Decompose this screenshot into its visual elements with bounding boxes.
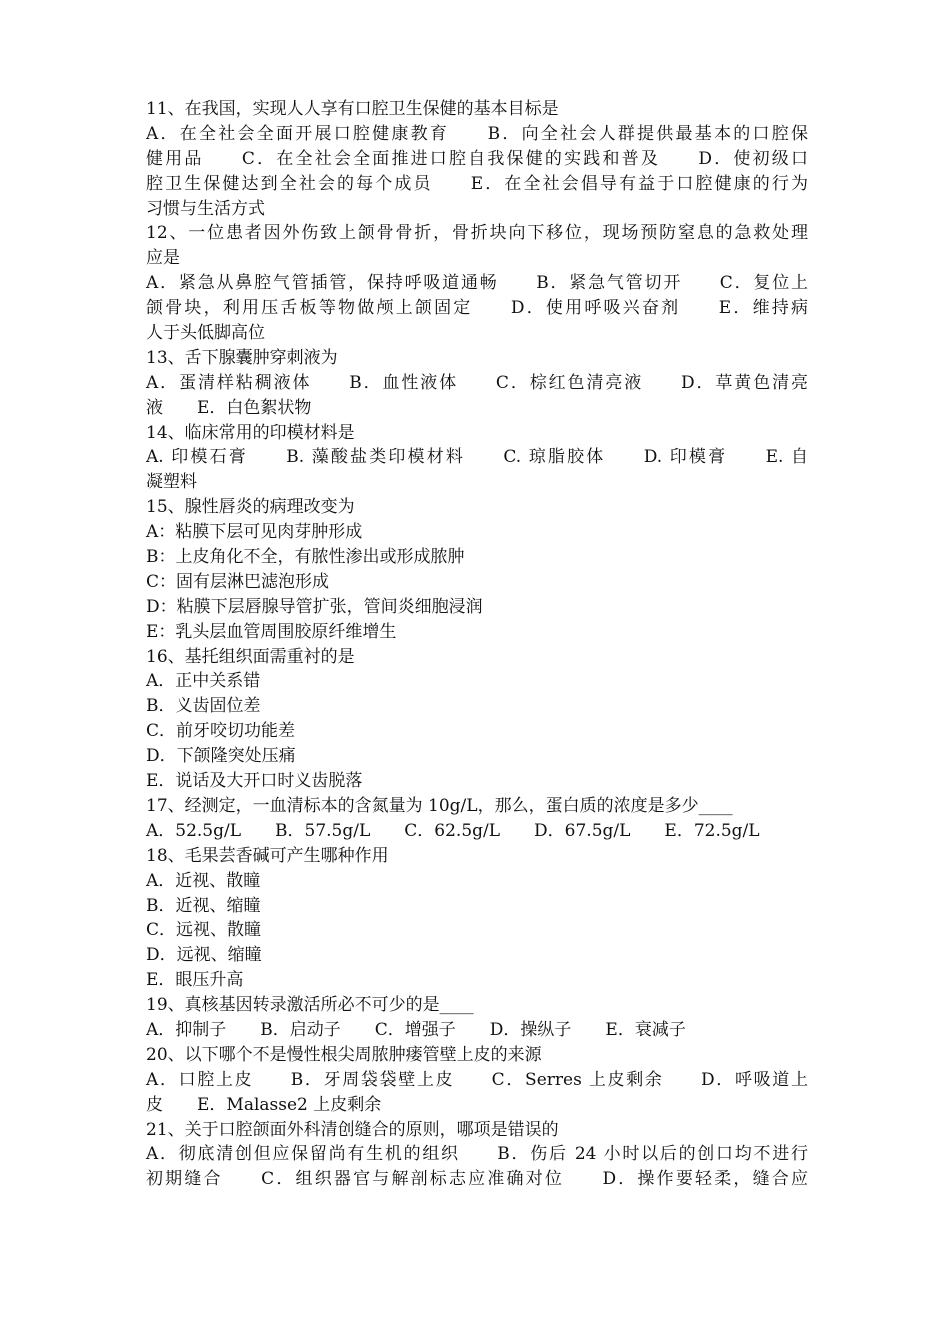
- question-stem: 17、经测定，一血清标本的含氮量为 10g/L，那么，蛋白质的浓度是多少____: [146, 795, 733, 816]
- options-line: 人于头低脚高位: [146, 323, 265, 344]
- options-line: 凝塑料: [146, 472, 197, 493]
- options-line: 健用品 C．在全社会全面推进口腔自我保健的实践和普及 D．使初级口: [146, 148, 808, 169]
- options-line: A．口腔上皮 B．牙周袋袋壁上皮 C．Serres 上皮剩余 D．呼吸道上: [146, 1069, 808, 1090]
- options-line: A．蛋清样粘稠液体 B．血性液体 C．棕红色清亮液 D．草黄色清亮: [146, 372, 808, 393]
- question-19: [146, 993, 808, 1043]
- options-line: A．在全社会全面开展口腔健康教育 B．向全社会人群提供最基本的口腔保: [146, 123, 808, 144]
- question-20: [146, 1043, 808, 1118]
- option-d: D：粘膜下层唇腺导管扩张，管间炎细胞浸润: [146, 596, 483, 617]
- document-page: [146, 97, 808, 1192]
- options-line: A. 印模石膏 B. 藻酸盐类印模材料 C. 琼脂胶体 D. 印模膏 E. 自: [146, 447, 808, 468]
- option-b: B：上皮角化不全，有脓性渗出或形成脓肿: [146, 547, 465, 568]
- question-14: [146, 421, 808, 496]
- option-e: E：乳头层血管周围胶原纤维增生: [146, 621, 397, 642]
- question-17: [146, 794, 808, 844]
- options-line: A．紧急从鼻腔气管插管，保持呼吸道通畅 B．紧急气管切开 C．复位上: [146, 273, 808, 294]
- options-line: 初期缝合 C．组织器官与解剖标志应准确对位 D．操作要轻柔，缝合应: [146, 1169, 808, 1190]
- question-11: [146, 97, 808, 221]
- option-e: E．说话及大开口时义齿脱落: [146, 771, 363, 792]
- options-line: 腔卫生保健达到全社会的每个成员 E．在全社会倡导有益于口腔健康的行为: [146, 173, 808, 194]
- question-16: [146, 645, 808, 794]
- question-stem: 18、毛果芸香碱可产生哪种作用: [146, 845, 389, 866]
- option-e: E．眼压升高: [146, 970, 244, 991]
- options-line: 液 E．白色絮状物: [146, 397, 312, 418]
- question-18: [146, 844, 808, 993]
- option-c: C．前牙咬切功能差: [146, 721, 296, 742]
- option-b: B．义齿固位差: [146, 696, 261, 717]
- question-stem: 13、舌下腺囊肿穿刺液为: [146, 347, 338, 368]
- question-stem: 11、在我国，实现人人享有口腔卫生保健的基本目标是: [146, 99, 559, 119]
- question-stem: 15、腺性唇炎的病理改变为: [146, 497, 355, 518]
- option-d: D．远视、缩瞳: [146, 945, 262, 966]
- options-line: 习惯与生活方式: [146, 198, 265, 219]
- question-stem: 20、以下哪个不是慢性根尖周脓肿瘘管壁上皮的来源: [146, 1044, 542, 1065]
- question-stem: 14、临床常用的印模材料是: [146, 422, 355, 443]
- question-stem: 16、基托组织面需重衬的是: [146, 646, 355, 667]
- options-line: 颌骨块，利用压舌板等物做颅上颌固定 D．使用呼吸兴奋剂 E．维持病: [146, 298, 808, 319]
- question-21: [146, 1118, 808, 1193]
- option-a: A：粘膜下层可见肉芽肿形成: [146, 522, 363, 543]
- option-c: C．远视、散瞳: [146, 920, 262, 941]
- question-stem-cont: 应是: [146, 248, 180, 269]
- options-line: A．彻底清创但应保留尚有生机的组织 B．伤后 24 小时以后的创口均不进行: [146, 1144, 808, 1165]
- question-15: [146, 495, 808, 644]
- question-13: [146, 346, 808, 421]
- options-line: 皮 E．Malasse2 上皮剩余: [146, 1094, 382, 1115]
- option-a: A．正中关系错: [146, 671, 261, 692]
- options-line: A．52.5g/L B．57.5g/L C．62.5g/L D．67.5g/L E．72.5g/L: [146, 820, 760, 841]
- question-12: [146, 221, 808, 345]
- option-d: D．下颌隆突处压痛: [146, 746, 296, 767]
- question-stem: 12、一位患者因外伤致上颌骨骨折，骨折块向下移位，现场预防窒息的急救处理: [146, 223, 808, 244]
- option-c: C：固有层淋巴滤泡形成: [146, 571, 330, 592]
- option-b: B．近视、缩瞳: [146, 895, 261, 916]
- question-stem: 21、关于口腔颌面外科清创缝合的原则，哪项是错误的: [146, 1119, 559, 1140]
- question-stem: 19、真核基因转录激活所必不可少的是____: [146, 995, 474, 1016]
- option-a: A．近视、散瞳: [146, 870, 261, 891]
- options-line: A．抑制子 B．启动子 C．增强子 D．操纵子 E．衰减子: [146, 1019, 686, 1040]
